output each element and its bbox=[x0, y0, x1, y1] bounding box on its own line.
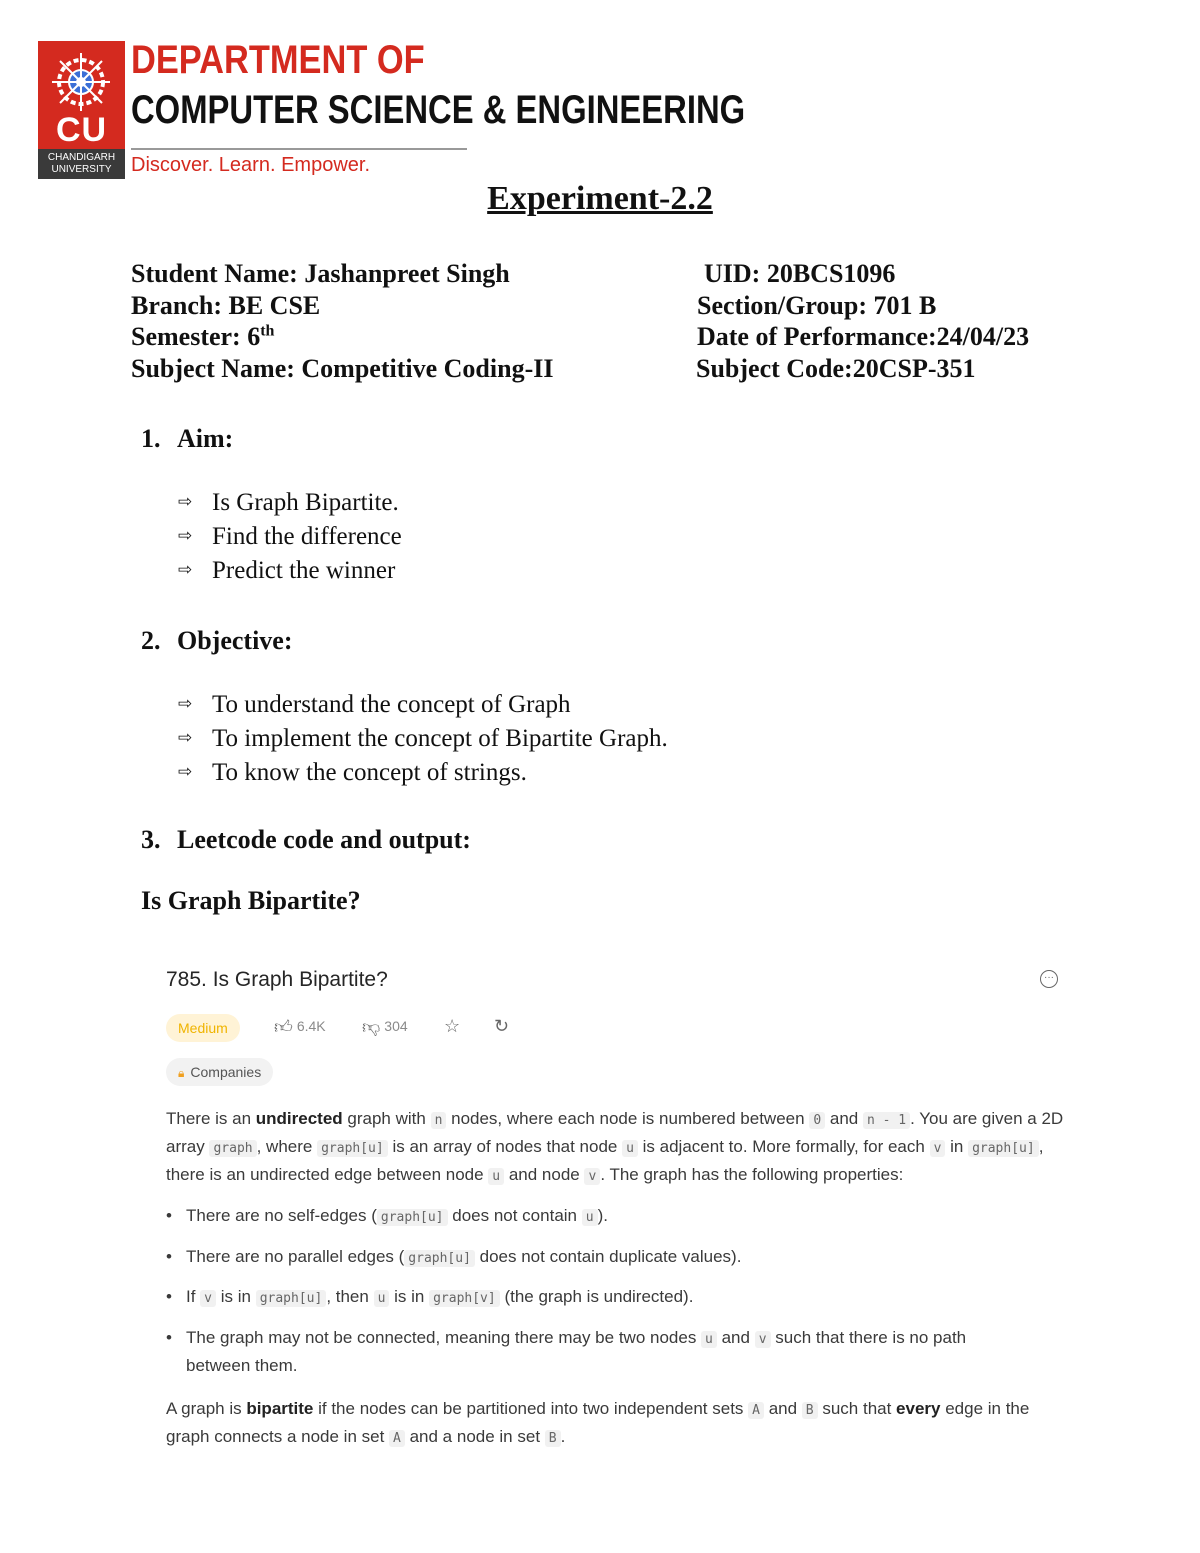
more-icon[interactable]: ··· bbox=[1040, 970, 1058, 988]
leetcode-number: 3. bbox=[141, 825, 161, 854]
objective-item bbox=[178, 691, 571, 719]
header-divider bbox=[131, 148, 467, 150]
thumbs-up-icon: 👍︎ bbox=[274, 1017, 293, 1037]
dislike-button[interactable] bbox=[362, 1016, 408, 1038]
subject-code: Subject Code:20CSP-351 bbox=[696, 354, 976, 383]
companies-tag[interactable] bbox=[166, 1058, 273, 1086]
arrow-icon: ⇨ bbox=[178, 492, 193, 512]
arrow-icon: ⇨ bbox=[178, 694, 193, 714]
arrow-icon: ⇨ bbox=[178, 728, 193, 748]
objective-item bbox=[178, 759, 527, 787]
like-count: 6.4K bbox=[296, 1018, 326, 1034]
date-of-performance: Date of Performance:24/04/23 bbox=[697, 322, 1030, 351]
aim-number: 1. bbox=[141, 424, 161, 453]
problem-description: There is an undirected graph with n nodes, where each node is numbered between 0 and n - 1 . You are given a 2D array graph , where graph[u] is an array of nodes that node u is adjacent to. More formally, for each v in graph[u] , there is an undirected edge between node u and node v . The graph has the following properties: bbox=[166, 1109, 1064, 1184]
aim-item-text: Is Graph Bipartite. bbox=[212, 489, 399, 516]
bipartite-definition: A graph is bipartite if the nodes can be partitioned into two independent sets A and B such that every edge in the graph connects a node in set A and a node in set B . bbox=[166, 1399, 1030, 1446]
logo-abbrev: CU bbox=[55, 111, 108, 149]
subject-name: Subject Name: Competitive Coding-II bbox=[131, 354, 554, 383]
logo-university-name: CHANDIGARH UNIVERSITY bbox=[38, 149, 125, 179]
arrow-icon: ⇨ bbox=[178, 762, 193, 782]
objective-item-text: To implement the concept of Bipartite Graph. bbox=[212, 725, 668, 752]
university-logo bbox=[38, 41, 125, 179]
tagline: Discover. Learn. Empower. bbox=[131, 154, 370, 176]
share-button[interactable] bbox=[494, 1016, 513, 1037]
problem-subheading: Is Graph Bipartite? bbox=[141, 886, 361, 915]
dislike-count: 304 bbox=[384, 1018, 408, 1034]
university-emblem-icon bbox=[50, 51, 112, 113]
semester-suffix: th bbox=[260, 322, 275, 340]
refresh-icon: ↻ bbox=[494, 1016, 510, 1036]
leetcode-heading bbox=[141, 825, 471, 855]
companies-label: Companies bbox=[190, 1064, 262, 1080]
objective-heading bbox=[141, 626, 293, 656]
arrow-icon: ⇨ bbox=[178, 560, 193, 580]
aim-item-text: Find the difference bbox=[212, 523, 402, 550]
aim-title: Aim: bbox=[177, 424, 234, 453]
aim-item bbox=[178, 523, 402, 551]
objective-number: 2. bbox=[141, 626, 161, 655]
aim-item bbox=[178, 557, 395, 585]
branch: Branch: BE CSE bbox=[131, 291, 321, 320]
experiment-title: Experiment-2.2 bbox=[487, 180, 713, 217]
semester-value: Semester: 6 bbox=[131, 322, 261, 351]
student-name: Student Name: Jashanpreet Singh bbox=[131, 259, 510, 288]
like-button[interactable] bbox=[274, 1016, 326, 1038]
aim-heading bbox=[141, 424, 233, 454]
arrow-icon: ⇨ bbox=[178, 526, 193, 546]
objective-item-text: To understand the concept of Graph bbox=[212, 691, 571, 718]
section-group: Section/Group: 701 B bbox=[697, 291, 937, 320]
aim-item-text: Predict the winner bbox=[212, 557, 396, 584]
semester bbox=[131, 322, 274, 352]
objective-item bbox=[178, 725, 668, 753]
department-line-2: COMPUTER SCIENCE & ENGINEERING bbox=[131, 88, 746, 132]
leetcode-title: Leetcode code and output: bbox=[177, 825, 471, 854]
star-icon: ☆ bbox=[444, 1016, 461, 1036]
difficulty-badge: Medium bbox=[166, 1014, 240, 1042]
uid: UID: 20BCS1096 bbox=[704, 259, 896, 288]
objective-title: Objective: bbox=[177, 626, 293, 655]
favorite-button[interactable] bbox=[444, 1016, 464, 1037]
department-line-1: DEPARTMENT OF bbox=[131, 38, 425, 82]
thumbs-down-icon: 👎︎ bbox=[362, 1017, 381, 1037]
lock-icon: 🔒︎ bbox=[178, 1066, 185, 1080]
aim-item bbox=[178, 489, 399, 517]
objective-item-text: To know the concept of strings. bbox=[212, 759, 527, 786]
problem-title[interactable]: 785. Is Graph Bipartite? bbox=[166, 968, 388, 991]
